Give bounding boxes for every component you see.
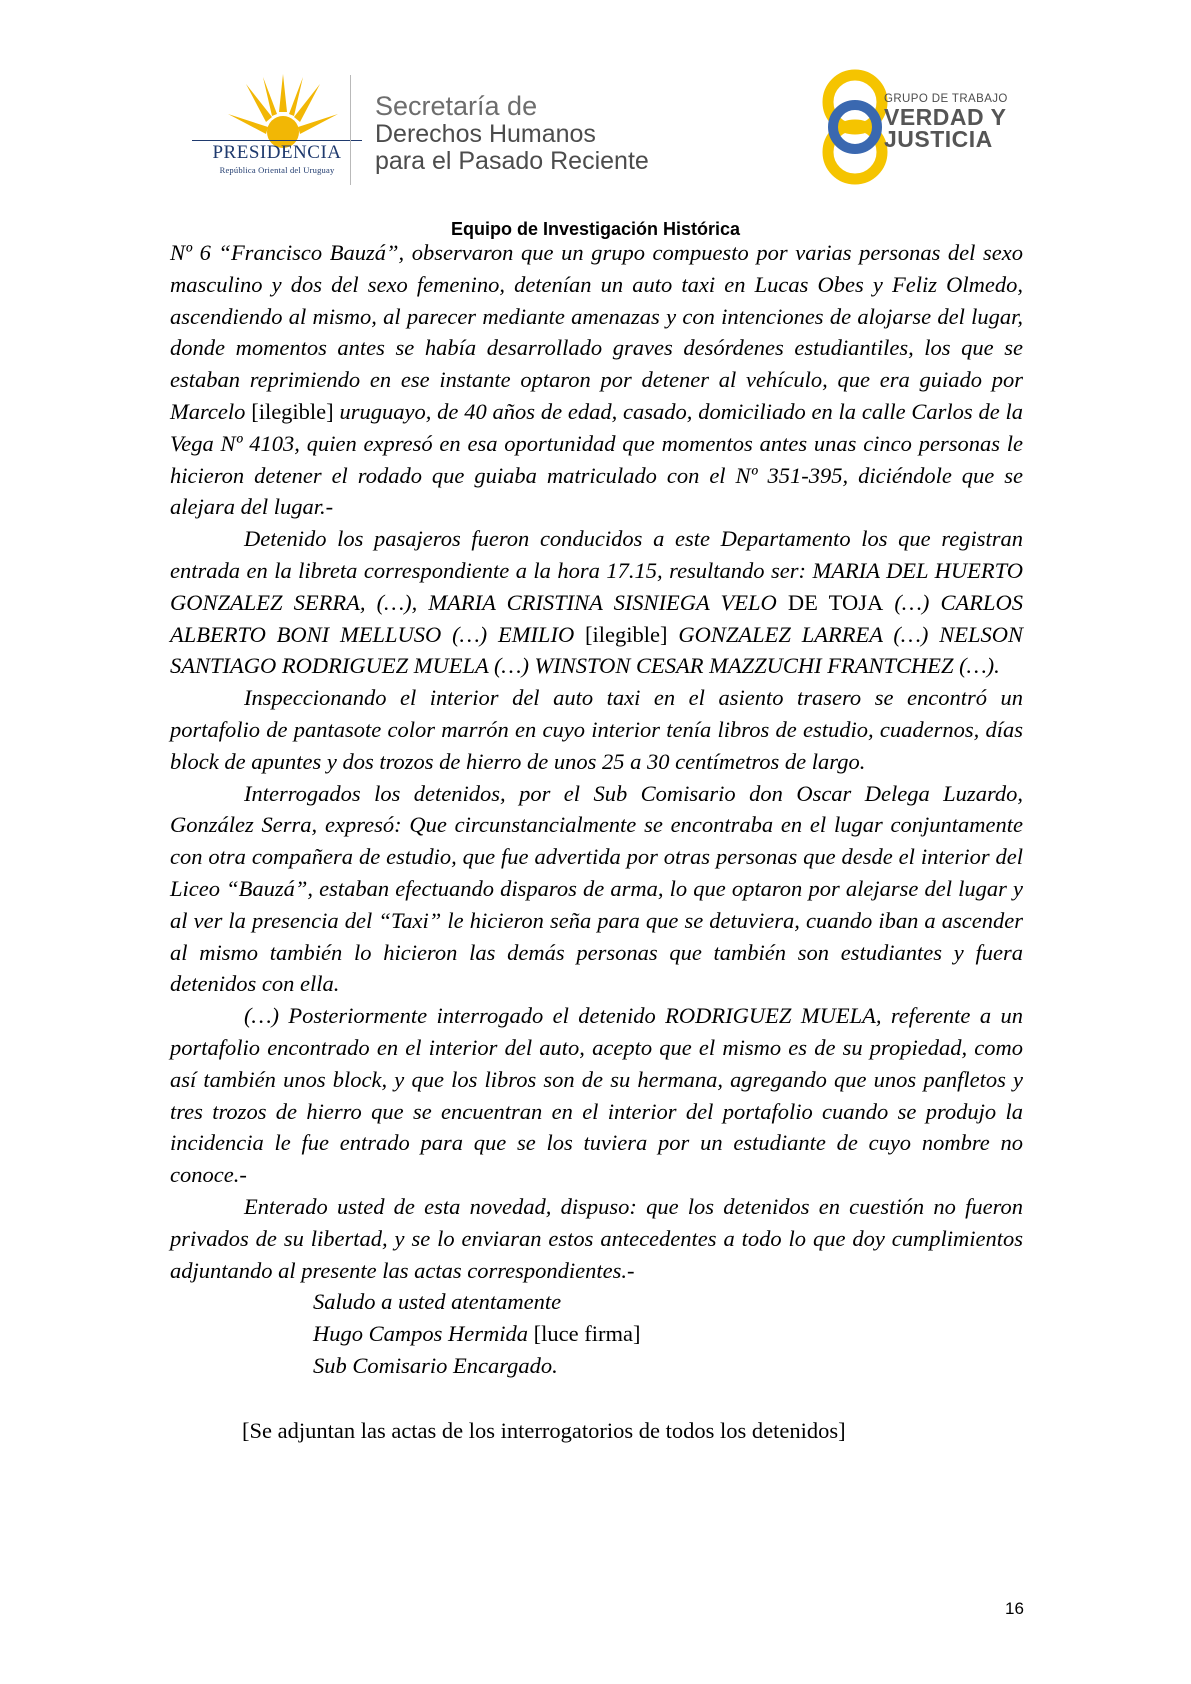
paragraph-5 (170, 1000, 1023, 1191)
gvj-line-1: GRUPO DE TRABAJO (884, 93, 1008, 105)
presidencia-subtitle: República Oriental del Uruguay (219, 165, 335, 175)
paragraph-1 (170, 237, 1023, 523)
paragraph-6 (170, 1191, 1023, 1286)
sign1-text: Saludo a usted atentamente (313, 1289, 562, 1315)
p1-text-b: uruguayo, de 40 años de edad, casado, domiciliado en la calle Carlos de la Vega Nº 4103, quien expresó en esa oportunidad que momentos antes unas cinco personas le hicieron detener el rodado que guiaba matriculado con el Nº 351-395, diciéndole que se alejara del lugar.- (170, 398, 1023, 520)
document-body (170, 237, 1023, 1446)
sign3-text: Sub Comisario Encargado. (313, 1352, 558, 1378)
page-header (0, 0, 1191, 215)
sign2-note: [luce firma] (528, 1321, 641, 1347)
presidencia-title: PRESIDENCIA (192, 140, 362, 163)
gvj-line-3: JUSTICIA (884, 126, 993, 152)
secretaria-line-1: Secretaría de (375, 91, 538, 121)
signature-line-1 (313, 1286, 1023, 1318)
p3-text: Inspeccionando el interior del auto taxi en el asiento trasero se encontró un portafolio de pantasote color marrón en cuyo interior tenía libros de estudio, cuadernos, días block de apuntes y dos trozos de hierro de unos 25 a 30 centímetros de largo. (170, 685, 1023, 774)
p2-text-c: GONZALEZ LARREA (…) NELSON SANTIAGO RODRIGUEZ MUELA (…) WINSTON CESAR MAZZUCHI FRANTCHEZ (…). (170, 621, 1024, 679)
signature-line-2 (313, 1318, 1023, 1350)
attachment-note: [Se adjuntan las actas de los interrogatorios de todos los detenidos] (242, 1417, 846, 1443)
p1-text: Nº 6 “Francisco Bauzá”, observaron que un grupo compuesto por varias personas del sexo masculino y dos del sexo femenino, detenían un auto taxi en Lucas Obes y Feliz Olmedo, ascendiendo al mismo, al parecer mediante amenazas y con intenciones de alojarse del lugar, donde momentos antes se había desarrollado graves desórdenes estudiantiles, los que se estaban reprimiendo en ese instante optaron por detener al vehículo, que era guiado por Marcelo (170, 240, 1023, 424)
verdad-justicia-wordmark (884, 92, 1008, 150)
p5-text: (…) Posteriormente interrogado el detenido RODRIGUEZ MUELA, referente a un portafolio encontrado en el interior del auto, acepto que el mismo es de su propiedad, como así también unos block, y que los libros son de su hermana, agregando que unos panfletos y tres trozos de hierro que se encuentran en el interior del portafolio cuando se produjo la incidencia le fue entrado para que se los tuviera por un estudiante de cuyo nombre no conoce.- (170, 1003, 1023, 1188)
page-number: 16 (1005, 1599, 1024, 1618)
paragraph-2 (170, 523, 1023, 682)
p6-text: Enterado usted de esta novedad, dispuso: que los detenidos en cuestión no fueron privados de su libertad, y se lo enviaran estos antecedentes a todo lo que doy cumplimientos adjuntando al presente las actas correspondientes.- (170, 1193, 1023, 1283)
secretaria-line-2: Derechos Humanos (375, 120, 596, 148)
header-divider (350, 75, 351, 185)
gvj-line-2: VERDAD Y (884, 104, 1007, 130)
signature-line-3 (313, 1350, 1023, 1382)
presidencia-wordmark (192, 140, 362, 175)
p2-text-a: Detenido los pasajeros fueron conducidos a este Departamento los que registran entrada en la libreta correspondiente a la hora 17.15, resultando ser: MARIA DEL HUERTO GONZALEZ SERRA, (…), MARIA CRISTINA SISNIEGA VELO (170, 526, 1023, 615)
secretaria-wordmark (375, 92, 649, 175)
p4-text: Interrogados los detenidos, por el Sub Comisario don Oscar Delega Luzardo, González Serra, expresó: Que circunstancialmente se encontraba en el lugar conjuntamente con otra compañera de estudio, que fue advertida por otras personas que desde el interior del Liceo “Bauzá”, estaban efectuando disparos de arma, lo que optaron por alejarse del lugar y al ver la presencia del “Taxi” le hicieron seña para que se detuviera, cuando iban a ascender al mismo también lo hicieron las demás personas que también son estudiantes y fuera detenidos con ella. (170, 780, 1023, 997)
p2-de-toja: DE TOJA (776, 589, 884, 615)
secretaria-line-3: para el Pasado Reciente (375, 147, 649, 175)
paragraph-3 (170, 682, 1023, 777)
p2-text-b: (…) CARLOS ALBERTO BONI MELLUSO (…) EMILIO (170, 589, 1023, 647)
paragraph-4 (170, 778, 1023, 1001)
team-title: Equipo de Investigación Histórica (450, 219, 741, 239)
p2-illegible: [ilegible] (574, 621, 668, 647)
sign2-text: Hugo Campos Hermida (313, 1321, 529, 1347)
p1-illegible: [ilegible] (251, 398, 334, 424)
